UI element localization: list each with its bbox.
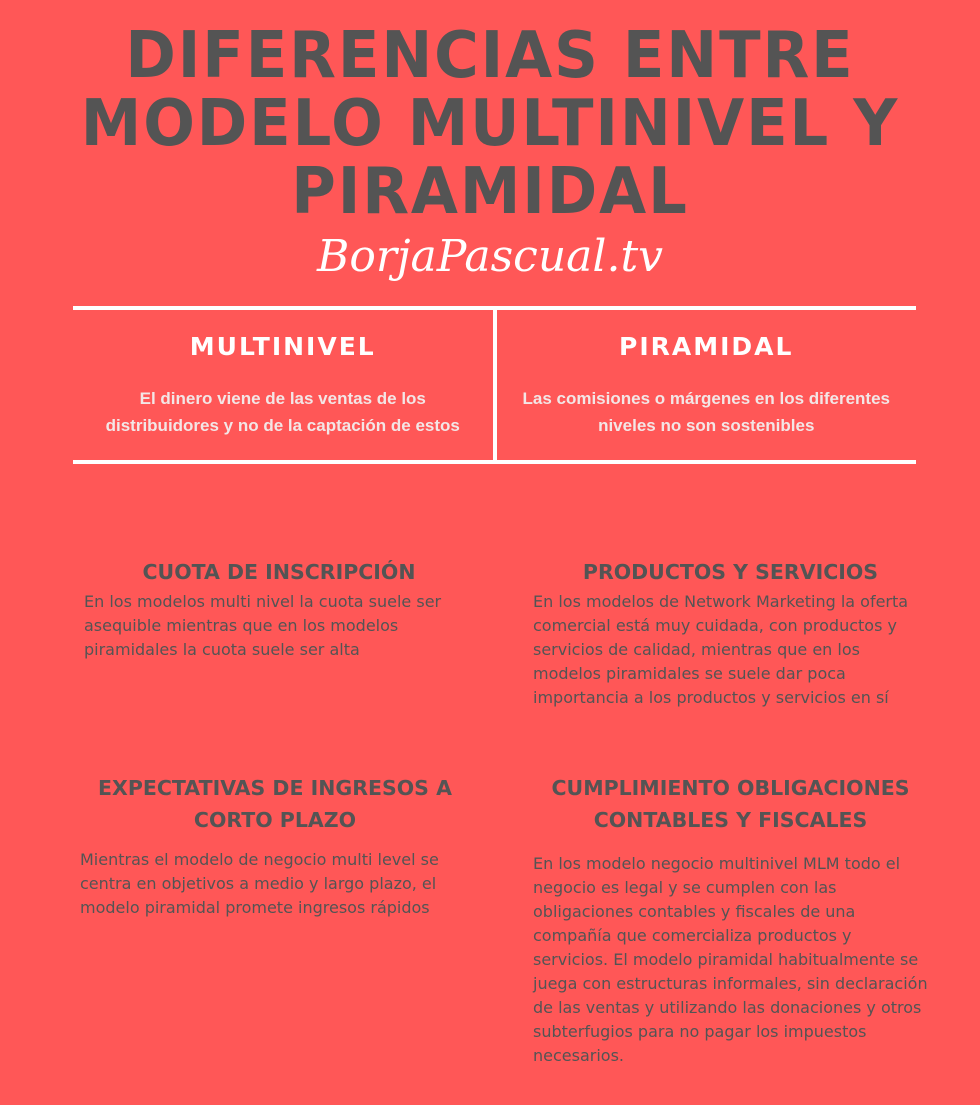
title-line-1: DIFERENCIAS ENTRE bbox=[125, 19, 855, 93]
section-heading: PRODUCTOS Y SERVICIOS bbox=[582, 560, 879, 584]
title-line-3: PIRAMIDAL bbox=[291, 155, 689, 229]
comparison-column-multinivel bbox=[73, 310, 493, 460]
section-productos-servicios bbox=[533, 556, 928, 710]
comparison-text-multinivel: El dinero viene de las ventas de los distribuidores y no de la captación de estos bbox=[105, 389, 460, 435]
section-text: En los modelos de Network Marketing la oferta comercial está muy cuidada, con productos y servicios de calidad, mientras que en los modelos piramidales se suele dar poca importancia a los productos y servicios en sí bbox=[533, 592, 909, 707]
section-text: En los modelo negocio multinivel MLM todo el negocio es legal y se cumplen con las obligaciones contables y fiscales de una compañía que comercializa productos y servicios. El modelo piramidal habitualmente se juega con estructuras informales, sin declaración de las ventas y utilizando las donaciones y otros subterfugios para no pagar los impuestos necesarios. bbox=[533, 854, 928, 1065]
section-expectativas-ingresos bbox=[80, 772, 470, 920]
comparison-table bbox=[73, 306, 916, 464]
comparison-column-piramidal bbox=[497, 310, 917, 460]
section-obligaciones-fiscales bbox=[533, 772, 928, 1068]
page-title bbox=[25, 19, 956, 229]
section-heading: EXPECTATIVAS DE INGRESOS A CORTO PLAZO bbox=[98, 776, 452, 832]
section-cuota-inscripcion bbox=[84, 556, 474, 662]
title-line-2: MODELO MULTINIVEL Y bbox=[80, 87, 900, 161]
brand-logo-text: BorjaPascual.tv bbox=[317, 231, 663, 282]
comparison-text-piramidal: Las comisiones o márgenes en los diferentes niveles no son sostenibles bbox=[522, 389, 891, 435]
comparison-heading-multinivel: MULTINIVEL bbox=[189, 332, 376, 361]
comparison-heading-piramidal: PIRAMIDAL bbox=[619, 332, 794, 361]
section-heading: CUOTA DE INSCRIPCIÓN bbox=[142, 560, 416, 584]
section-heading: CUMPLIMIENTO OBLIGACIONES CONTABLES Y FISCALES bbox=[551, 776, 910, 832]
section-text: En los modelos multi nivel la cuota suele ser asequible mientras que en los modelos piramidales la cuota suele ser alta bbox=[84, 592, 442, 659]
section-text: Mientras el modelo de negocio multi level se centra en objetivos a medio y largo plazo, el modelo piramidal promete ingresos rápidos bbox=[80, 850, 439, 917]
